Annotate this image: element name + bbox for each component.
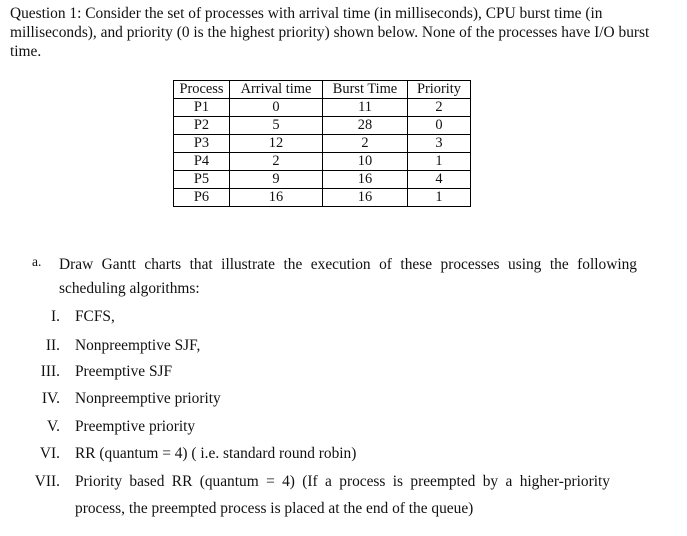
algorithm-number: VI. — [39, 445, 60, 462]
algorithm-number: V. — [47, 418, 60, 435]
cell-priority: 1 — [408, 189, 471, 207]
algorithm-number: I. — [51, 308, 60, 325]
cell-process: P4 — [174, 153, 230, 171]
algorithm-text: RR (quantum = 4) ( i.e. standard round robin) — [75, 445, 357, 462]
table-row — [174, 171, 471, 189]
algorithm-text: Nonpreemptive SJF, — [75, 337, 201, 354]
question-label: Question 1 — [10, 5, 78, 22]
header-priority: Priority — [408, 81, 471, 99]
part-a-intro-line1: Draw Gantt charts that illustrate the execution of these processes using the following — [59, 256, 637, 273]
cell-priority: 4 — [408, 171, 471, 189]
table-header-row — [174, 81, 471, 99]
algorithm-number: VII. — [34, 473, 60, 490]
algorithm-text: FCFS, — [75, 308, 115, 325]
cell-process: P2 — [174, 117, 230, 135]
cell-priority: 0 — [408, 117, 471, 135]
header-process: Process — [174, 81, 230, 99]
cell-priority: 1 — [408, 153, 471, 171]
algorithm-number: III. — [40, 363, 60, 380]
cell-burst: 10 — [323, 153, 408, 171]
process-table — [173, 80, 471, 207]
algorithm-text: Preemptive SJF — [75, 363, 173, 380]
cell-burst: 11 — [323, 99, 408, 117]
part-a-intro-line2: scheduling algorithms: — [59, 280, 200, 297]
algorithm-text: Preemptive priority — [75, 418, 196, 435]
algorithm-number: IV. — [41, 390, 60, 407]
cell-priority: 2 — [408, 99, 471, 117]
algorithm-number: II. — [45, 337, 60, 354]
cell-burst: 16 — [323, 189, 408, 207]
cell-process: P1 — [174, 99, 230, 117]
header-burst-time: Burst Time — [323, 81, 408, 99]
cell-priority: 3 — [408, 135, 471, 153]
algorithm-text: Nonpreemptive priority — [75, 390, 221, 407]
cell-arrival: 16 — [230, 189, 323, 207]
cell-arrival: 2 — [230, 153, 323, 171]
cell-arrival: 0 — [230, 99, 323, 117]
table-row — [174, 153, 471, 171]
table-row — [174, 189, 471, 207]
algorithm-text: Priority based RR (quantum = 4) (If a process is preempted by a higher-priority process, the preempted process is placed at the end of the queue) — [75, 473, 610, 517]
question-body: : Consider the set of processes with arrival time (in milliseconds), CPU burst time (in milliseconds), and priority (0 is the highest priority) shown below. None of the processes have I/O burst time. — [10, 5, 650, 60]
cell-burst: 28 — [323, 117, 408, 135]
cell-process: P5 — [174, 171, 230, 189]
table-row — [174, 117, 471, 135]
table-row — [174, 135, 471, 153]
cell-process: P6 — [174, 189, 230, 207]
table-row — [174, 99, 471, 117]
cell-arrival: 9 — [230, 171, 323, 189]
cell-process: P3 — [174, 135, 230, 153]
question-text — [10, 4, 678, 61]
cell-burst: 2 — [323, 135, 408, 153]
part-a-marker: a. — [32, 254, 42, 269]
cell-burst: 16 — [323, 171, 408, 189]
cell-arrival: 12 — [230, 135, 323, 153]
header-arrival-time: Arrival time — [230, 81, 323, 99]
cell-arrival: 5 — [230, 117, 323, 135]
